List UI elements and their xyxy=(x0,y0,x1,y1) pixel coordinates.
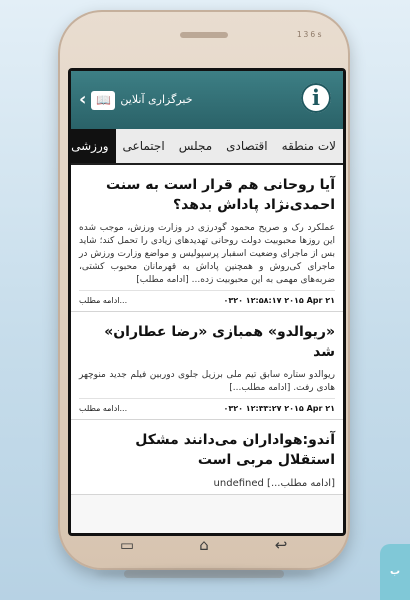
phone-speaker xyxy=(180,32,228,38)
tab-parliament[interactable]: مجلس xyxy=(178,139,213,153)
news-title[interactable]: آیا روحانی هم قرار است به سنت احمدی‌نژاد پاداش بدهد؟ xyxy=(106,177,335,213)
tab-regional[interactable]: لات منطقه xyxy=(281,139,336,153)
phone-brand-text: 136s xyxy=(296,30,324,39)
phone-frame xyxy=(58,10,350,570)
news-list xyxy=(71,165,343,533)
open-book-icon: 📖 xyxy=(91,91,115,110)
info-icon[interactable]: i xyxy=(301,83,331,113)
tab-social[interactable]: اجتماعی xyxy=(122,139,165,153)
read-more-link[interactable]: ادامه مطلب... xyxy=(79,404,128,413)
category-tabs xyxy=(71,129,343,165)
news-footer xyxy=(79,290,335,307)
news-item[interactable] xyxy=(71,165,343,312)
app-title: خبرگزاری آنلاین xyxy=(120,93,193,106)
app-screen xyxy=(68,68,346,536)
device-shadow xyxy=(95,568,315,580)
tab-economic[interactable]: اقتصادی xyxy=(226,139,268,153)
news-title[interactable]: آندو:هواداران می‌دانند مشکل استقلال مربی است xyxy=(135,432,335,468)
news-summary: undefined [...ادامه مطلب] xyxy=(213,478,335,489)
tab-sports[interactable]: ورزشی xyxy=(71,129,116,163)
home-icon[interactable]: ⌂ xyxy=(199,536,209,554)
news-date: ۰۳۲۰ ۱۲:۵۸:۱۷ ۲۰۱۵ Apr ۲۱ xyxy=(223,296,335,305)
header-brand[interactable] xyxy=(79,89,193,111)
news-summary: عملکرد رک و صریح محمود گودرزی در وزارت ورزش، موجب شده این روزها محبوبیت دولت روحانی تهدیدهای زیادی را تحمل کند؛ شاید بس از ماجرای وضعیت اسفبار پرسپولیس و مواضع وزارت ورزش در ماجرای کی‌روش و همچنین پاداش به قهرمانان محبوب کشتی، ضربه‌های مهمی به این محبوبیت زده... [ادامه مطلب] xyxy=(79,223,335,285)
back-arrow-icon: ‹ xyxy=(79,89,87,110)
recent-apps-icon[interactable]: ▭ xyxy=(119,536,135,554)
read-more-link[interactable]: ادامه مطلب... xyxy=(79,296,128,305)
back-icon[interactable]: ↩ xyxy=(274,536,288,554)
news-item[interactable] xyxy=(71,420,343,495)
news-footer xyxy=(79,398,335,415)
news-summary: ریوالدو ستاره سابق تیم ملی برزیل جلوی دوربین فیلم جدید منوچهر هادی رفت. [ادامه مطلب...] xyxy=(79,370,335,393)
android-navigation-bar xyxy=(68,530,340,568)
news-date: ۰۳۲۰ ۱۲:۳۳:۲۷ ۲۰۱۵ Apr ۲۱ xyxy=(223,404,335,413)
news-item[interactable] xyxy=(71,312,343,420)
store-badge-icon: ب xyxy=(380,544,410,600)
news-title[interactable]: «ریوالدو» همبازی «رضا عطاران» شد xyxy=(104,324,335,360)
app-header xyxy=(71,71,343,129)
